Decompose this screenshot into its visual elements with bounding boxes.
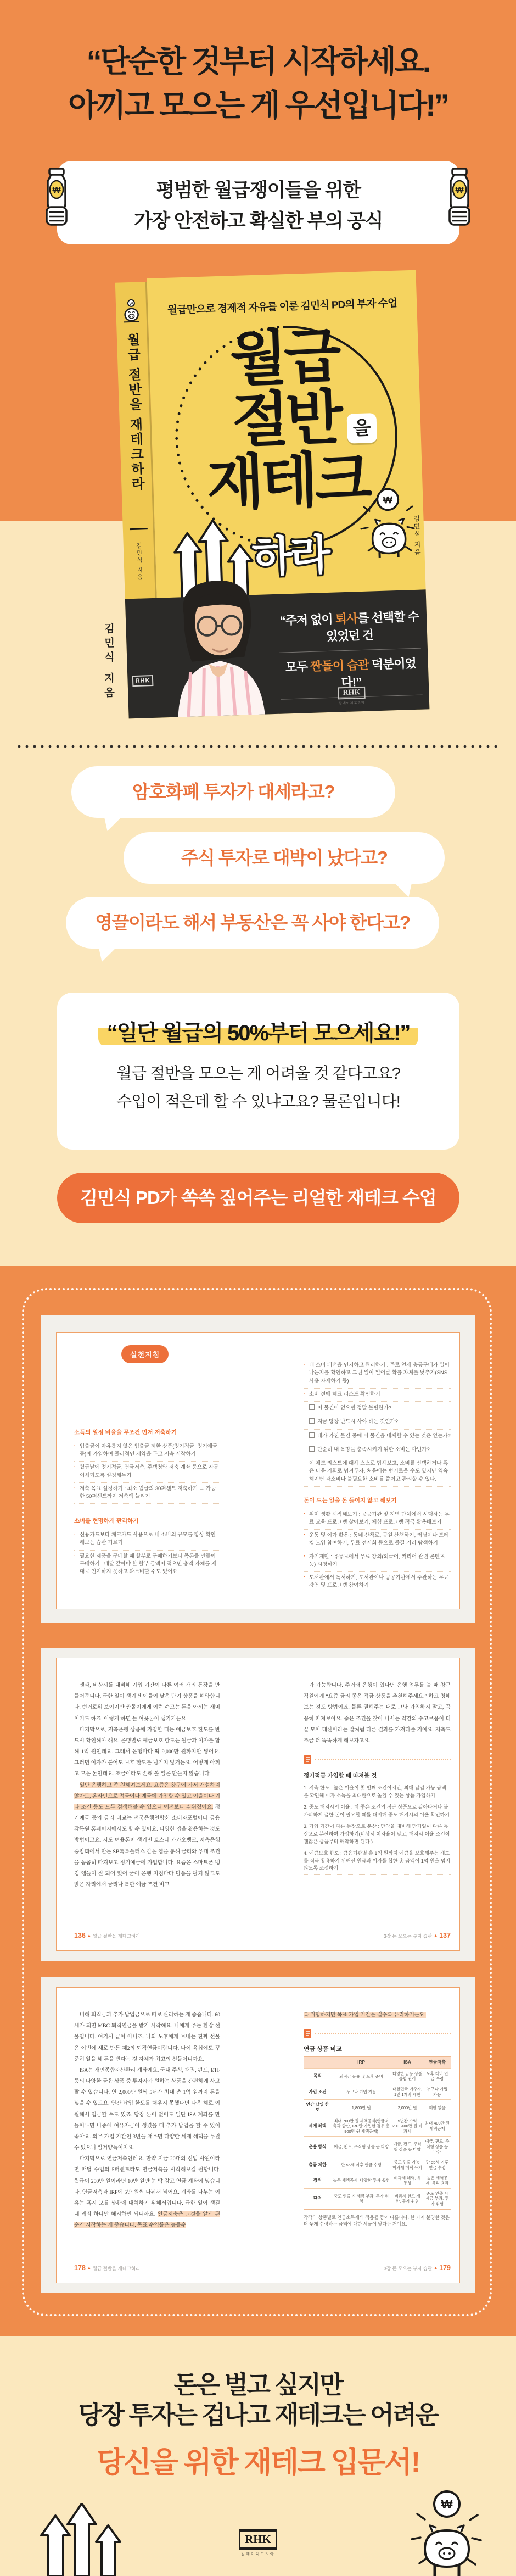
svg-text:₩: ₩ [383, 494, 393, 506]
closing-line2: 당장 투자는 겁나고 재테크는 어려운 [78, 2400, 438, 2429]
spread1-right-page [304, 1359, 451, 1593]
book-title-line2: 절반 [231, 384, 341, 454]
book-bottom-band [125, 589, 430, 718]
checkbox-icon [309, 1432, 315, 1438]
table-row: 운용 방식 예금, 펀드, 주식형 상품 등 다양 예금, 펀드, 주식형 상품 등 다양 예금, 펀드, 주식형 상품 등 다양 [304, 2137, 451, 2157]
numbered-item: 1. 저축 한도 : 높은 이율이 첫 번째 조건이지만, 최대 납입 가능 금액을 확인해 이자 소득을 최대한으로 높일 수 있는 상품 가입하기 [304, 1783, 451, 1802]
table-title: 연금 상품 비교 [304, 2046, 342, 2053]
note-divider [304, 1754, 451, 1765]
bullet-item: · 필요한 제품을 구매할 때 할부로 구매하기보다 목돈을 만들어 구매하기 : 매달 갚아야 할 할부 금액이 적으면 총액 자체를 제대로 인지하지 못하고 과소비할 수도 있어요. [74, 1551, 220, 1580]
spread3-right-page [304, 2010, 451, 2228]
dotted-separator [15, 745, 501, 748]
spine-publisher-logo: RHK [132, 675, 153, 687]
table-row: 세제 혜택 최대 700만 원 세액공제(연금저축과 합산, IRP만 가입한 경우 총 900만 원 세액공제) 5년간 수익 200~400만 원 비과세 최대 400만 원 세액공제 [304, 2116, 451, 2137]
book-title-line4: 하라 [251, 531, 329, 581]
quote-highlight: 짠돌이 습관 [310, 657, 369, 673]
guide-heading: 소득의 일정 비율을 무조건 먼저 저축하기 [74, 1429, 177, 1436]
table-row: 가입 조건 누구나 가입 가능 대한민국 거주자, 1인 1계좌 제한 누구나 가입 가능 [304, 2084, 451, 2100]
svg-text:₩: ₩ [52, 186, 61, 195]
author-name-vertical: 김민식 지음 [103, 623, 114, 701]
bullet-item: · 내 소비 패턴을 인지하고 관리하기 : 주로 언제 충동구매가 일어나는지를 확인하고 그런 일이 일어날 확률 자체를 낮추기(SNS 사용 자제하기 등) [304, 1359, 451, 1389]
checkbox-icon [309, 1418, 315, 1424]
page-footer-right: 3장 돈 모으는 부자 습관 ▲ 137 [384, 1932, 451, 1939]
check-item: 지금 당장 반드시 사야 하는 것인가? [304, 1415, 451, 1429]
prose-paragraph: 비해 퇴직금과 추가 납입금으로 따로 관리하는 게 좋습니다. 60세가 되면 MBC 퇴직연금을 받기 시작해요. 나에게 주는 환갑 선물입니다. 여기서 끝이 아니죠. 나의 노후에게 보내는 진짜 선물은 이번에 새로 만든 제2의 퇴직연금이랍니다. 나이 육십에도 꾸준히 일을 해 돈을 번다는 것 자체가 최고의 선물이니까요. [74, 2012, 220, 2062]
bullet-item: · 취미 생활 시작해보기 : 공공기관 및 지역 단체에서 시행하는 무료 교육 프로그램 찾아보기, 체험 프로그램 적극 활용해보기 [304, 1509, 451, 1530]
svg-text:₩: ₩ [441, 2497, 453, 2511]
table-row: 장점 높은 세액공제, 다양한 투자 옵션 비과세 혜택, 유동성 높은 세액공제, 복리 효과 [304, 2173, 451, 2188]
spine-title: 월급 절반을 재테크하라 [124, 332, 144, 492]
hero-quote-line2: 아끼고 모으는 게 우선입니다!” [68, 87, 448, 122]
bullet-item: · 자기계발 : 유튜브에서 무료 강의(외국어, 커리어 관련 콘텐츠 등) 시청하기 [304, 1551, 451, 1573]
prose-paragraph: 마지막으로, 저축은행 상품에 가입할 때는 예금보호 한도를 반드시 확인해야 해요. 은행별로 예금보호 한도는 원금과 이자를 합해 1억 원인데요. 그래서 은행마다 딱 9,000만 원까지만 넣어요. 그러면 이자가 붙어도 보호 한도를 넘기지 않거든요. 어떻게 아끼고 모은 돈인데요. 조금이라도 손해 볼 일은 만들지 않습니다. [74, 1726, 220, 1777]
guide-heading: 소비를 현명하게 관리하기 [74, 1518, 139, 1525]
prose-paragraph: 일단 은행하고 좀 친해져보세요. 요즘은 창구에 가서 개설하지 않아도, 온라인으로 적금이나 예금에 가입할 수 있고 이율이나 기타 조건 등도 모두 검색해볼 수 있으니 예전보다 쉬워졌어요. 정기예금 등의 금리 비교는 전국은행연합회 소비자포털이나 금융감독원 홈페이지에서도 할 수 있어요. 다양한 앱을 활용하는 것도 방법이고요. 저도 여윳돈이 생기면 토스나 카카오뱅크, 저축은행중앙회에서 만든 SB톡톡플러스 같은 앱을 통해 금리와 우대 조건을 꼼꼼히 따져보고 정기예금에 가입합니다. 요즘은 스마트폰 뱅킹 앱들이 잘 되어 있어 굳이 은행 지점마다 발품을 팔지 않고도 앉은 자리에서 금리나 특판 예금 조건 비교 [74, 1782, 221, 1888]
hero-quote-line1: “단순한 것부터 시작하세요. [86, 44, 430, 79]
highlighted-sentence: 록 위험하지만 목표 가입 기간은 길수록 유리하거든요. [304, 2012, 426, 2018]
check-item: 내가 가진 물건 중에 이 물건을 대체할 수 있는 것은 없는가? [304, 1430, 451, 1443]
table-note: 각각의 상품별로 연금소득세의 적용률 등이 다릅니다. 한 가지 분명한 것은 더 늦게 수령하는 금액에 대한 세율이 낮다는 거예요. [304, 2214, 450, 2227]
book-spread-2 [41, 1648, 475, 1961]
publisher-logo: RHK 알에이치코리아 [281, 685, 423, 707]
closing-section [0, 2336, 516, 2576]
pension-comparison-table [304, 2056, 451, 2210]
spread-sheet [56, 1332, 460, 1609]
piggy-bank-icon [399, 2490, 492, 2576]
book-tagline: 월급만으로 경제적 자유를 이룬 김민식 PD의 부자 수업 [167, 297, 397, 316]
promise-box [57, 993, 459, 1150]
closing-line3: 당신을 위한 재테크 입문서! [97, 2446, 419, 2479]
book-title-line3: 재테크 [205, 445, 370, 517]
spread-sheet [56, 1987, 460, 2283]
guide-heading: 돈이 드는 일을 돈 들이지 않고 해보기 [304, 1497, 397, 1504]
spine-author: 김민식 지음 [135, 542, 143, 581]
bullet-item: · 운동 및 여가 활용 : 동네 산책로, 공원 산책하기, 러닝이나 트레킹 모임 참여하기, 무료 전시회 등으로 즐길 거리 탐색하기 [304, 1530, 451, 1551]
svg-text:₩: ₩ [129, 302, 133, 306]
closing-line1: 돈은 벌고 싶지만 [173, 2371, 343, 2399]
speech-bubble-realestate: 영끌이라도 해서 부동산은 꼭 사야 한다고? [66, 897, 439, 949]
speech-bubble-crypto: 암호화폐 투자가 대세라고? [71, 766, 395, 818]
bullet-item: · 저축 목표 설정하기 : 최소 월급의 30퍼센트 저축하기 → 가능한 50퍼센트까지 저축액 늘리기 [74, 1483, 220, 1504]
cover-author: 김민식 지음 [412, 515, 422, 557]
table-header-row: IRP ISA 연금저축 [304, 2057, 451, 2069]
book-spread-3 [41, 1977, 475, 2293]
band-quote-line1: “주저 없이 퇴사를 선택할 수 있었던 건 [278, 602, 421, 653]
subtitle-box [57, 161, 459, 244]
band-quote-line2: 모두 짠돌이 습관 덕분이었다!” [279, 649, 423, 700]
checkbox-icon [309, 1446, 315, 1452]
spine-rule [130, 528, 148, 530]
page-footer-right: 3장 돈 모으는 부자 습관 ▲ 179 [384, 2264, 451, 2272]
note-icon [304, 2028, 312, 2039]
book-title-particle: 을 [346, 413, 377, 444]
subtitle-line1: 평범한 월급쟁이들을 위한 [156, 180, 361, 201]
spread-sheet [56, 1658, 460, 1951]
table-row: 단점 중도 인출 시 세금 부과, 투자 위험 비과세 한도 제한, 투자 위험 중도 인출 시 세금 부과, 투자 위험 [304, 2188, 451, 2209]
won-bottle-icon [442, 168, 476, 233]
lesson-pill-banner: 김민식 PD가 쏙쏙 짚어주는 리얼한 재테크 수업 [57, 1173, 459, 1223]
book-spread-1 [41, 1315, 475, 1623]
piggy-bank-icon [356, 486, 420, 579]
bullet-item: · 도서관에서 독서하기, 도서관이나 공공기관에서 주관하는 무료 강연 및 프로그램 참여하기 [304, 1572, 451, 1593]
highlighted-sentence: 연금저축은 그것을 알게 된 순간 시작하는 게 좋습니다. 목표 수익률은 높을수 [74, 2211, 220, 2229]
numbered-item: 4. 예금보호 한도 : 금융기관별 총 1억 원까지 예금을 보호해주는 제도를 적극 활용하기 위해선 원금과 이자를 합한 총 금액이 1억 원을 넘지 않도록 조정하기 [304, 1848, 451, 1875]
check-item: 단순히 내 욕망을 충족시키기 위한 소비는 아닌가? [304, 1443, 451, 1457]
publisher-logo: RHK 알에이치코리아 [0, 2529, 516, 2557]
book-title-line1: 월급 [229, 322, 339, 393]
numbered-item: 2. 중도 해지시의 이율 : 더 좋은 조건의 적금 상품으로 갈아타거나 불가피하게 급한 돈이 필요할 때를 대비해 중도 해지시의 이율 확인하기 [304, 1802, 451, 1821]
book-preview-section [0, 1266, 516, 2336]
quote-highlight: 퇴사 [335, 611, 358, 626]
page-footer-left: 136 ▲ 월급 절반을 재테크하라 [74, 1932, 141, 1939]
closing-text [0, 2370, 516, 2481]
bullet-item: · 소비 전에 체크 리스트 확인하기 [304, 1389, 451, 1402]
box-title: 정기적금 가입할 때 따져볼 것 [304, 1772, 377, 1780]
bullet-item: · 신용카드보다 체크카드 사용으로 내 소비의 규모를 항상 확인해보는 습관 기르기 [74, 1529, 220, 1551]
note-divider [304, 2028, 451, 2039]
svg-text:₩: ₩ [455, 186, 464, 195]
bullet-item: · 입출금이 자유롭지 않은 입출금 제한 상품(정기적금, 정기예금 등)에 가입하여 물리적인 제약을 두고 저축 시작하기 [74, 1441, 220, 1462]
won-bottle-icon [40, 168, 74, 233]
checkbox-icon [309, 1404, 315, 1410]
bullet-item: · 월급날에 정기적금, 연금저축, 주택청약 저축 계좌 등으로 자동이체되도록 설정해두기 [74, 1462, 220, 1483]
practice-badge: 실천지침 [121, 1345, 169, 1363]
promise-body: 월급 절반을 모으는 게 어려울 것 같다고요? 수입이 적은데 할 수 있냐고요? 물론입니다! [116, 1065, 400, 1111]
table-row: 연간 납입 한도 1,800만 원 2,000만 원 제한 없음 [304, 2100, 451, 2116]
prose-paragraph: 가 가능합니다. 주거래 은행이 있다면 은행 업무를 볼 때 창구 직원에게 “요즘 금리 좋은 적금 상품을 추천해주세요.” 하고 청해보는 것도 방법이죠. 물론 권해주는 대로 그냥 가입하지 말고, 꼼꼼히 따져보아요. 좋은 조건을 찾아 나서는 약간의 수고로움이 티끌 모아 태산이라는 말처럼 다른 결과를 가져다줄 거예요. 저축도 조금 더 똑똑하게 해보자고요. [304, 1682, 451, 1744]
hero-quote [0, 40, 516, 127]
highlighted-sentence: 일단 은행하고 좀 친해져보세요. 요즘은 창구에 가서 개설하지 않아도, 온라인으로 적금이나 예금에 가입할 수 있고 이율이나 기타 조건 등도 모두 검색해볼 수 있으니 예전보다 쉬워졌어요. [74, 1782, 220, 1810]
prose-paragraph: 셋째, 비상시를 대비해 가입 기간이 다른 여러 개의 통장을 만들어둡니다. 급한 일이 생기면 이율이 낮은 단기 상품을 해약합니다. 번거로워 보이지만 짠돌이에게 이런 수고는 돈을 아끼는 재미이기도 하죠. 이렇게 하면 늘 여윳돈이 생기거든요. [74, 1682, 220, 1722]
check-note: 이 체크 리스트에 대해 스스로 답해보고, 소비를 선택하거나 혹은 다음 기회로 넘겨두자. 처음에는 번거로울 수도 있지만 익숙해지면 과소비나 불필요한 소비를 줄이고 관리할 수 있다. [304, 1457, 451, 1487]
subtitle-line2: 가장 안전하고 확실한 부의 공식 [134, 210, 383, 232]
spread3-left-page [74, 2010, 220, 2231]
spread2-right-page [304, 1680, 451, 1875]
page-footer-left: 178 ▲ 월급 절반을 재테크하라 [74, 2264, 141, 2272]
check-item: 이 물건이 없으면 정말 불편한가? [304, 1402, 451, 1415]
book-cover-3d [115, 270, 430, 719]
prose-paragraph [304, 2010, 451, 2021]
note-icon [304, 1754, 312, 1765]
spread2-left-page [74, 1680, 220, 1891]
table-row: 목적 퇴직금 운용 및 노후 준비 다양한 금융 상품 통합 관리 노후 대비 연금 수령 [304, 2068, 451, 2084]
author-photo [158, 573, 278, 718]
spread1-left-page [74, 1421, 220, 1579]
table-row: 출금 제한 만 55세 이후 연금 수령 중도 인출 가능, 비과세 혜택 유지 만 55세 이후 연금 수령 [304, 2157, 451, 2173]
numbered-item: 3. 가입 기간이 다른 통장으로 분산 : 만약을 대비해 만기일이 다른 통장으로 분산하여 가입하기(비상시 이자율이 낮고, 해지시 이율 조건이 괜찮은 상품부터 해약하면 된다.) [304, 1821, 451, 1848]
speech-bubble-stock: 주식 투자로 대박이 났다고? [124, 832, 445, 884]
pig-icon [121, 298, 141, 323]
prose-paragraph: ISA는 개인종합자산관리 계좌예요. 국내 주식, 채권, 펀드, ETF 등의 다양한 금융 상품 중 투자자가 원하는 상품을 간편하게 사고팔 수 있습니다. 연 2,000만 원씩 5년간 최대 총 1억 원까지 돈을 넣을 수 있고요. 연간 납입 한도를 채우지 못했다면 다음 해로 이월해서 입금할 수도 있죠. 당장 돈이 없어도 일단 ISA 계좌를 만들어두면 나중에 여유자금이 생겼을 때 추가 납입을 할 수 있어 좋아요. 의무 가입 기간인 3년을 채우면 다양한 세제 혜택을 누릴 수 있으니 일거양득이지요. [74, 2067, 220, 2151]
promise-title: “일단 월급의 50%부터 모으세요!” [98, 1016, 419, 1047]
prose-paragraph: 마지막으로 연금저축인데요. 만약 지금 20대의 신입 사원이라면 매달 수입의 5퍼센트라도 연금저축을 시작해보길 권합니다. 월급이 200만 원이라면 10만 원만 눈 딱 감고 연금 계좌에 넣습니다. 연금저축과 IRP에 5만 원씩 나눠서 넣어요. 계좌를 나누는 이유는 혹시 모를 상황에 대처하기 위해서입니다. 급한 일이 생길 때 계좌 하나만 해지하면 되니까요. 연금저축은 그것을 알게 된 순간 시작하는 게 좋습니다. 목표 수익률은 높을수 [74, 2156, 220, 2229]
